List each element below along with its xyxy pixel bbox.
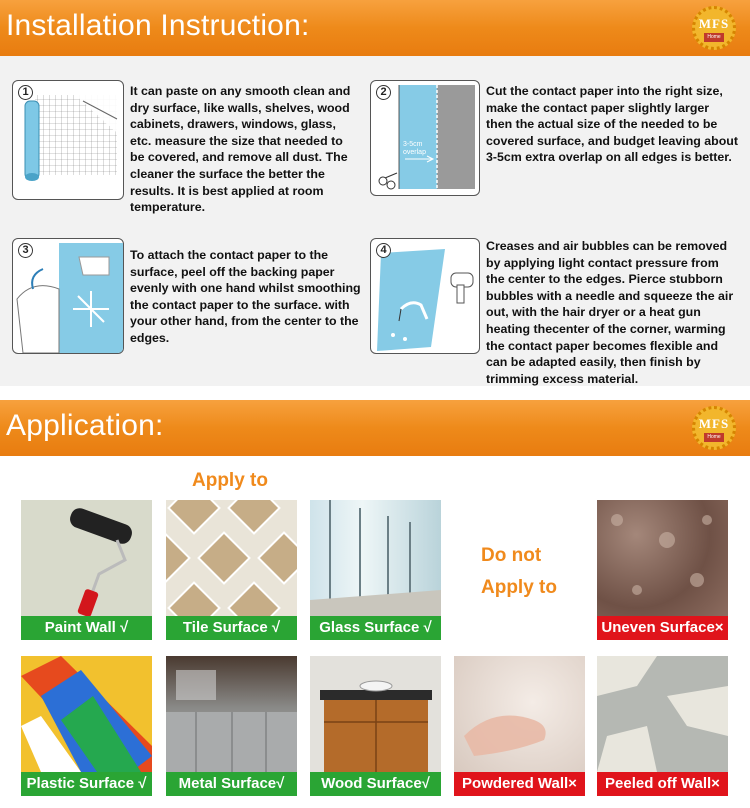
step-1-image: [12, 80, 124, 200]
step-number: 3: [18, 243, 33, 258]
step-number: 1: [18, 85, 33, 100]
metal-photo: [166, 656, 297, 772]
tile-peeled-off-wall: [597, 656, 728, 799]
step-4-text: Creases and air bubbles can be removed by applying light contact pressure from the center to the edges. Pierce stubborn bubbles with a needle and squeeze the air out, with the hair dryer or a heat gun heating thecenter of the corner, warming the contact paper becomes flexible and can be adapted easily, then finish by trimming excess material.: [486, 239, 734, 386]
tile-metal-surface: [166, 656, 297, 799]
wood-photo: [310, 656, 441, 772]
roll-and-grid-icon: [13, 81, 124, 200]
mfs-logo: [692, 6, 736, 50]
tile-label: Metal Surface√: [166, 772, 297, 796]
mfs-logo: [692, 406, 736, 450]
tile-label: Peeled off Wall×: [597, 772, 728, 796]
glass-photo: [310, 500, 441, 616]
installation-banner: [0, 0, 750, 56]
logo-sub: Home: [704, 433, 724, 442]
powdered-photo: [454, 656, 585, 772]
tile-wood-surface: [310, 656, 441, 799]
step-1: [12, 80, 362, 220]
apply-to-heading-2: Apply to: [481, 577, 557, 598]
do-not-heading: Do not: [481, 545, 542, 566]
logo-letters: MFS: [698, 416, 730, 431]
tile-label: Uneven Surface×: [597, 616, 728, 640]
overlap-label: 3-5cm overlap: [403, 141, 426, 156]
tile-label: Powdered Wall×: [454, 772, 585, 796]
tile-powdered-wall: [454, 656, 585, 799]
tile-uneven-surface: [597, 500, 728, 643]
step-4-image: [370, 238, 480, 354]
tile-tile-surface: [166, 500, 297, 643]
tile-glass-surface: [310, 500, 441, 643]
tile-label: Paint Wall √: [21, 616, 152, 640]
tile-label: Tile Surface √: [166, 616, 297, 640]
step-3: [12, 238, 374, 358]
plastic-photo: [21, 656, 152, 772]
logo-letters: MFS: [698, 16, 730, 31]
peeled-photo: [597, 656, 728, 772]
tile-plastic-surface: [21, 656, 152, 799]
tile-paint-wall: [21, 500, 152, 643]
apply-to-heading: Apply to: [192, 470, 268, 491]
step-number: 4: [376, 243, 391, 258]
paint-roller-photo: [21, 500, 152, 616]
step-4: [370, 238, 740, 388]
step-3-image: [12, 238, 124, 354]
step-2-text: Cut the contact paper into the right size, make the contact paper slightly larger then the actual size of the needed to be covered surface, and budget leaving about 3-5cm extra overlap on all edges is better.: [486, 84, 738, 165]
tile-photo: [166, 500, 297, 616]
application-title: Application:: [6, 409, 164, 442]
step-3-text: To attach the contact paper to the surface, peel off the backing paper evenly with one hand whilst smoothing the contact paper to the surface. with your other hand, from the center to the edges.: [130, 248, 361, 345]
installation-title: Installation Instruction:: [6, 9, 310, 42]
logo-sub: Home: [704, 33, 724, 42]
uneven-photo: [597, 500, 728, 616]
step-number: 2: [376, 85, 391, 100]
step-2-image: [370, 80, 480, 196]
step-1-text: It can paste on any smooth clean and dry surface, like walls, shelves, wood cabinets, drawers, windows, glass, etc. measure the size that needed to be covered, and remove all dust. The cleaner the surface the better the results. It is best applied at room temperature.: [130, 84, 351, 215]
application-banner: [0, 400, 750, 456]
tile-label: Glass Surface √: [310, 616, 441, 640]
tile-label: Wood Surface√: [310, 772, 441, 796]
tile-label: Plastic Surface √: [21, 772, 152, 796]
step-2: [370, 80, 740, 210]
